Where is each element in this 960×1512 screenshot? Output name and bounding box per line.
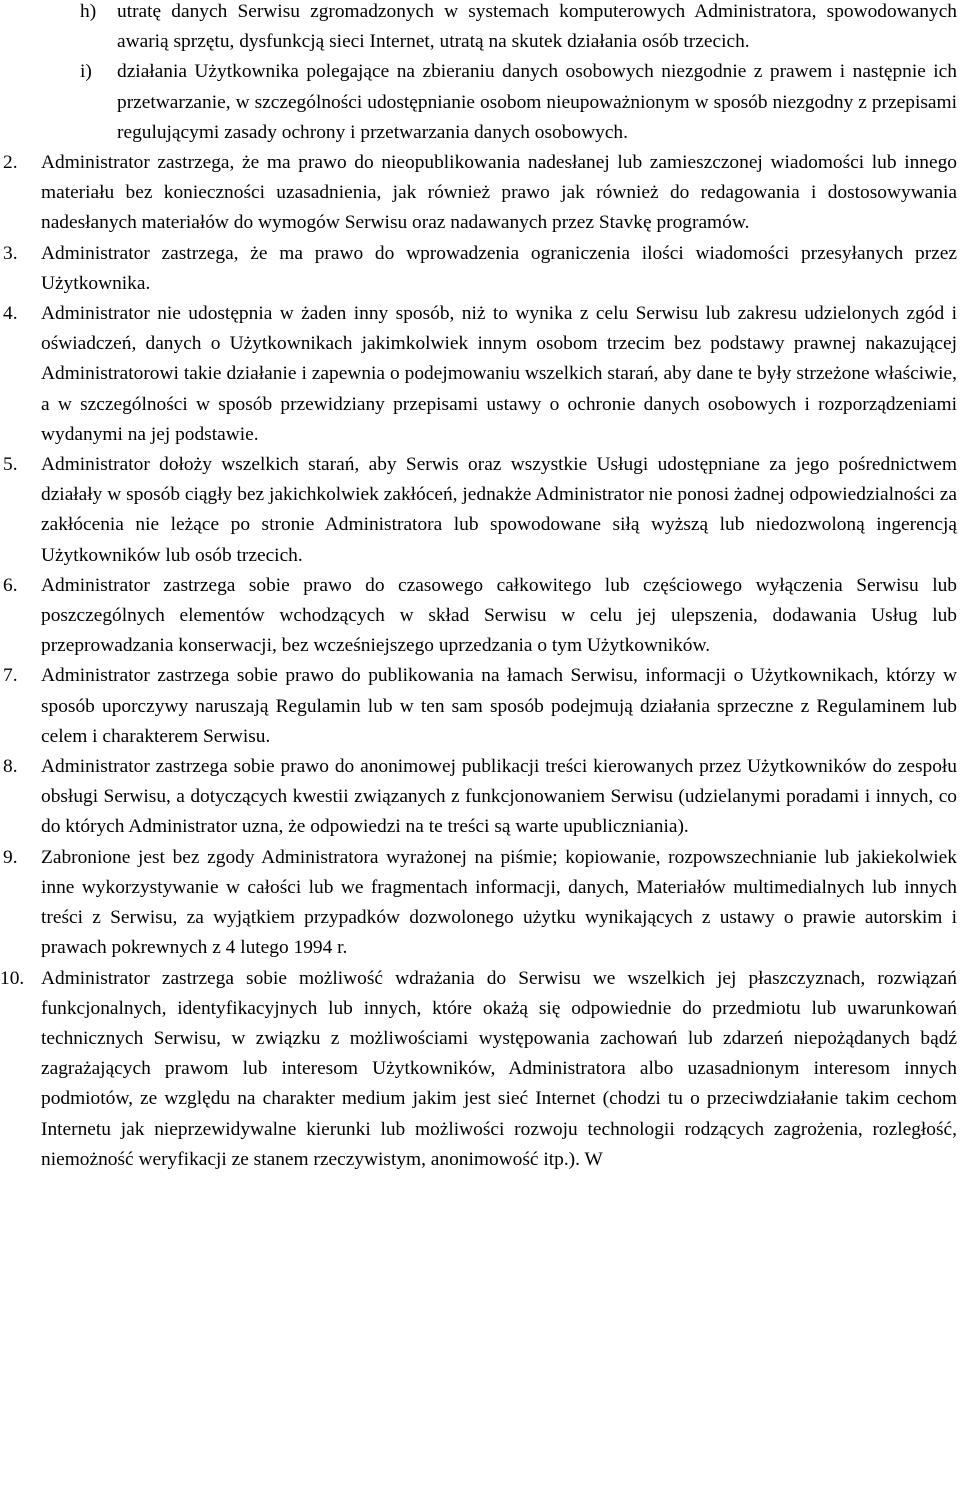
list-marker: 7. — [3, 665, 18, 687]
list-marker: 4. — [3, 303, 18, 325]
list-item-6 — [0, 571, 957, 662]
list-marker: i) — [80, 61, 92, 83]
list-item-3 — [0, 239, 957, 299]
list-item-text: Administrator zastrzega sobie prawo do anonimowej publikacji treści kierowanych przez Użytkowników do zespołu obsługi Serwisu, a dotyczących kwestii związanych z funkcjonowaniem Serwisu (udzielanymi poradami i innych, co do których Administrator uzna, że odpowiedzi na te treści są warte upubliczniania). — [41, 756, 957, 838]
list-item-2 — [0, 148, 957, 239]
list-item-i — [0, 57, 957, 148]
list-item-8 — [0, 752, 957, 843]
list-item-h — [0, 0, 957, 57]
list-item-5 — [0, 450, 957, 571]
list-marker: 9. — [3, 846, 18, 868]
list-item-9 — [0, 843, 957, 964]
list-item-text: Administrator zastrzega sobie prawo do czasowego całkowitego lub częściowego wyłączenia Serwisu lub poszczególnych elementów wchodzących w skład Serwisu w celu jej ulepszenia, dodawania Usług lub przeprowadzania konserwacji, bez wcześniejszego uprzedzania o tym Użytkowników. — [41, 574, 957, 657]
list-marker: 3. — [3, 242, 18, 264]
list-item-10 — [0, 964, 957, 1175]
list-marker: 8. — [3, 756, 18, 778]
list-marker: 10. — [0, 967, 25, 989]
list-item-text: Administrator dołoży wszelkich starań, aby Serwis oraz wszystkie Usługi udostępniane za jego pośrednictwem działały w sposób ciągły bez jakichkolwiek zakłóceń, jednakże Administrator nie ponosi żadnej odpowiedzialności za zakłócenia nie leżące po stronie Administratora lub spowodowane siłą wyższą lub niedozwoloną ingerencją Użytkowników lub osób trzecich. — [41, 454, 957, 566]
list-item-text: Administrator nie udostępnia w żaden inny sposób, niż to wynika z celu Serwisu lub zakresu udzielonych zgód i oświadczeń, danych o Użytkownikach jakimkolwiek innym osobom trzecim bez podstawy prawnej nakazującej Administratorowi takie działanie i zapewnia o podejmowaniu wszelkich starań, aby dane te były strzeżone właściwie, a w szczególności w sposób przewidziany przepisami ustawy o ochronie danych osobowych i rozporządzeniami wydanymi na jej podstawie. — [41, 303, 957, 445]
list-item-text: Administrator zastrzega, że ma prawo do wprowadzenia ograniczenia ilości wiadomości przesyłanych przez Użytkownika. — [41, 242, 957, 294]
list-marker: h) — [80, 1, 97, 22]
list-marker: 2. — [3, 152, 18, 174]
list-item-text: Administrator zastrzega sobie prawo do publikowania na łamach Serwisu, informacji o Użytkownikach, którzy w sposób uporczywy naruszają Regulamin lub w ten sam sposób podejmują działania sprzeczne z Regulaminem lub celem i charakterem Serwisu. — [41, 665, 957, 747]
list-item-7 — [0, 661, 957, 752]
list-item-text: Administrator zastrzega sobie możliwość wdrażania do Serwisu we wszelkich jej płaszczyznach, rozwiązań funkcjonalnych, identyfikacyjnych lub innych, które okażą się odpowiednie do przedmiotu lub uwarunkowań technicznych Serwisu, w związku z możliwościami występowania zachowań lub zdarzeń niepożądanych bądź zagrażających prawom lub interesom Użytkowników, Administratora albo uzasadnionym interesom innych podmiotów, ze względu na charakter medium jakim jest sieć Internet (chodzi tu o przeciwdziałanie takim cechom Internetu jak nieprzewidywalne kierunki lub możliwości rozwoju technologii rodzących zagrożenia, rozległość, niemożność weryfikacji ze stanem rzeczywistym, anonimowość itp.). W — [41, 967, 957, 1170]
list-item-text: Zabronione jest bez zgody Administratora wyrażonej na piśmie; kopiowanie, rozpowszechnianie lub jakiekolwiek inne wykorzystywanie w całości lub we fragmentach informacji, danych, Materiałów multimedialnych lub innych treści z Serwisu, za wyjątkiem przypadków dozwolonego użytku wynikających z ustawy o prawie autorskim i prawach pokrewnych z 4 lutego 1994 r. — [41, 846, 957, 959]
list-marker: 5. — [3, 454, 18, 476]
list-marker: 6. — [3, 574, 18, 596]
list-item-4 — [0, 299, 957, 450]
list-item-text: utratę danych Serwisu zgromadzonych w systemach komputerowych Administratora, spowodowanych awarią sprzętu, dysfunkcją sieci Internet, utratą na skutek działania osób trzecich. — [117, 1, 957, 53]
list-item-text: Administrator zastrzega, że ma prawo do nieopublikowania nadesłanej lub zamieszczonej wiadomości lub innego materiału bez konieczności uzasadnienia, jak również prawo jak również do redagowania i dostosowywania nadesłanych materiałów do wymogów Serwisu oraz nadawanych przez Stavkę programów. — [41, 152, 957, 234]
list-item-text: działania Użytkownika polegające na zbieraniu danych osobowych niezgodnie z prawem i następnie ich przetwarzanie, w szczególności udostępnianie osobom nieupoważnionym w sposób niezgodny z przepisami regulującymi zasady ochrony i przetwarzania danych osobowych. — [117, 61, 957, 143]
